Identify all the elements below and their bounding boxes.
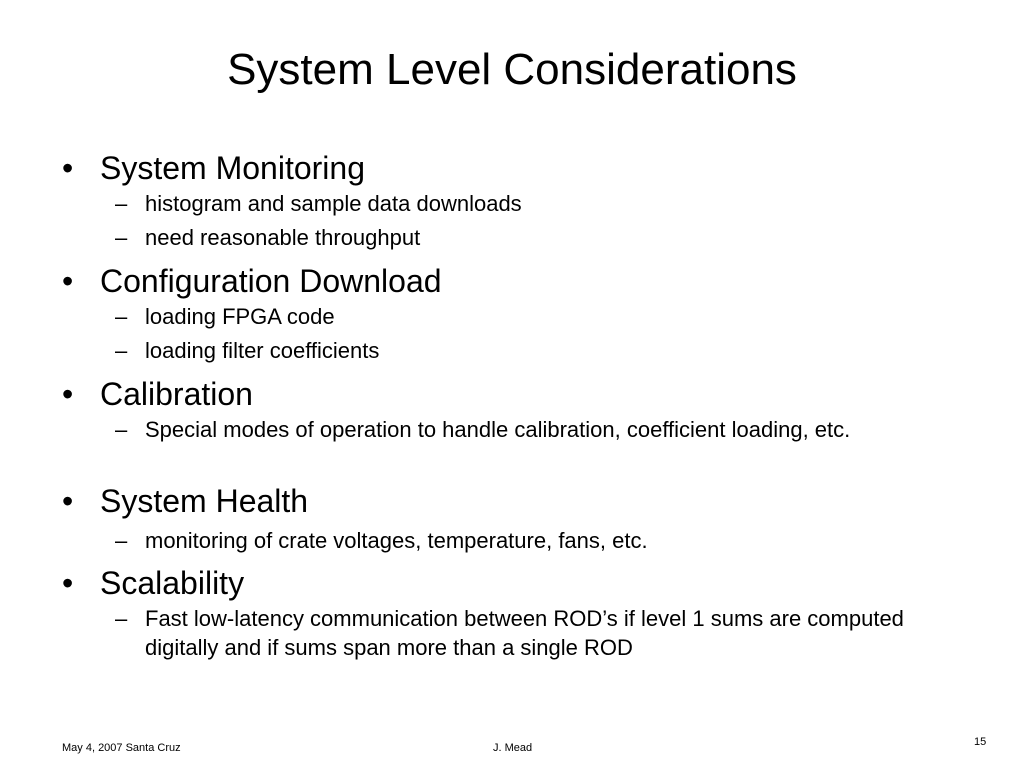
footer-author: J. Mead xyxy=(493,742,533,754)
bullet-item-system-health xyxy=(62,482,962,560)
dash-glyph: – xyxy=(115,338,128,363)
dash-glyph: – xyxy=(115,528,128,553)
bullet-row xyxy=(62,149,962,187)
bullet-glyph: • xyxy=(62,565,74,601)
bullet-label: System Health xyxy=(100,483,309,519)
bullet-label: System Monitoring xyxy=(100,150,365,186)
bullet-glyph: • xyxy=(62,263,74,299)
bullet-glyph: • xyxy=(62,376,74,412)
footer-date-location: May 4, 2007 Santa Cruz xyxy=(62,742,181,754)
bullet-glyph: • xyxy=(62,483,74,519)
sub-item-text: need reasonable throughput xyxy=(145,225,421,250)
sub-item xyxy=(62,415,962,444)
bullet-label: Calibration xyxy=(100,376,253,412)
dash-glyph: – xyxy=(115,606,128,631)
sub-item-text: histogram and sample data downloads xyxy=(145,191,522,216)
sub-item xyxy=(62,223,962,252)
sub-list xyxy=(62,415,962,444)
sub-item-text: monitoring of crate voltages, temperature, fans, etc. xyxy=(145,528,648,553)
dash-glyph: – xyxy=(115,304,128,329)
bullet-item-configuration-download xyxy=(62,262,962,370)
sub-item xyxy=(62,526,962,555)
bullet-item-system-monitoring xyxy=(62,149,962,257)
bullet-item-calibration xyxy=(62,375,962,449)
bullet-label: Scalability xyxy=(100,565,245,601)
sub-list xyxy=(62,302,962,365)
sub-item-text: loading filter coefficients xyxy=(145,338,380,363)
sub-item xyxy=(62,189,962,218)
dash-glyph: – xyxy=(115,417,128,442)
sub-list xyxy=(62,604,962,662)
bullet-label: Configuration Download xyxy=(100,263,442,299)
bullet-row xyxy=(62,482,962,520)
dash-glyph: – xyxy=(115,191,128,216)
bullet-row xyxy=(62,262,962,300)
sub-list xyxy=(62,189,962,252)
bullet-glyph: • xyxy=(62,150,74,186)
sub-item xyxy=(62,336,962,365)
dash-glyph: – xyxy=(115,225,128,250)
sub-item-text: Special modes of operation to handle calibration, coefficient loading, etc. xyxy=(145,417,851,442)
bullet-row xyxy=(62,375,962,413)
sub-item xyxy=(62,302,962,331)
footer-page-number: 15 xyxy=(974,736,987,748)
sub-item-text: loading FPGA code xyxy=(145,304,335,329)
bullet-row xyxy=(62,564,962,602)
slide-title: System Level Considerations xyxy=(227,45,797,94)
sub-list xyxy=(62,526,962,555)
bullet-item-scalability xyxy=(62,564,962,667)
sub-item-text: Fast low-latency communication between ROD’s if level 1 sums are computed digitally and if sums span more than a single ROD xyxy=(145,606,904,660)
sub-item xyxy=(62,604,962,662)
